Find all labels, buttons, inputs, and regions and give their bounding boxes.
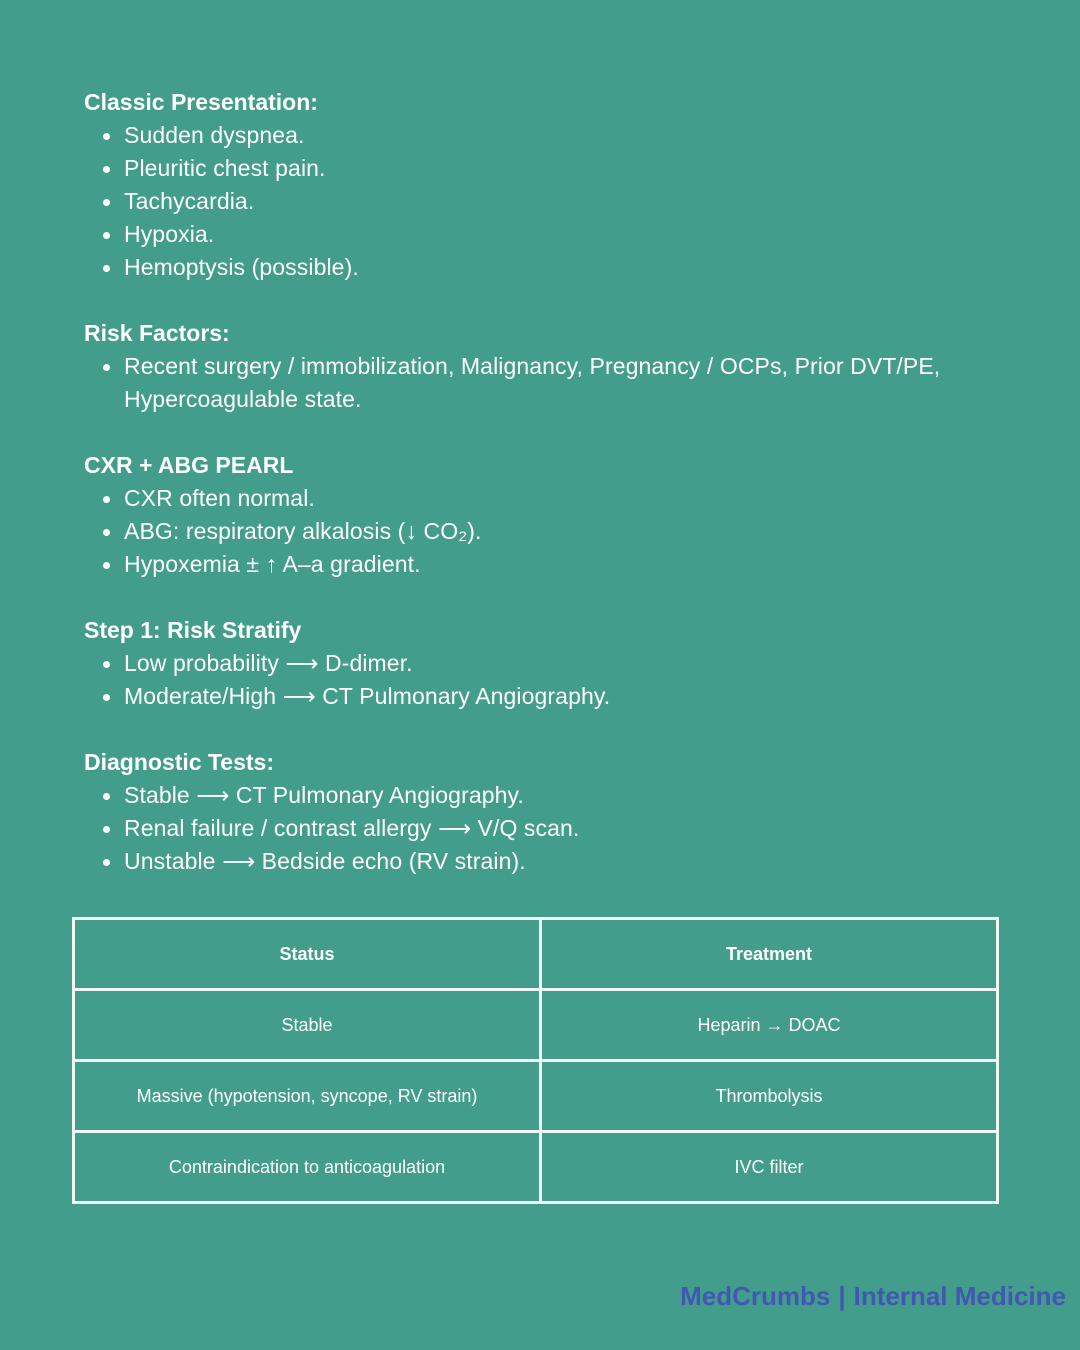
section-title: Risk Factors:: [84, 320, 230, 346]
list-item: Renal failure / contrast allergy ⟶ V/Q scan.: [84, 812, 1024, 845]
section-risk-factors: [84, 317, 1024, 416]
section-title: Step 1: Risk Stratify: [84, 617, 302, 643]
status-cell: Contraindication to anticoagulation: [74, 1132, 541, 1203]
status-cell: Stable: [74, 990, 541, 1061]
footer-brand: [680, 1281, 1066, 1312]
bullet-list: [84, 350, 1024, 416]
list-item: Pleuritic chest pain.: [84, 152, 1024, 185]
status-cell: Massive (hypotension, syncope, RV strain): [74, 1061, 541, 1132]
bullet-list: [84, 119, 1024, 284]
brand-separator: |: [838, 1281, 846, 1311]
brand-name: MedCrumbs: [680, 1281, 831, 1311]
treatment-cell: IVC filter: [541, 1132, 998, 1203]
list-item: Stable ⟶ CT Pulmonary Angiography.: [84, 779, 1024, 812]
bullet-list: [84, 779, 1024, 878]
list-item: ABG: respiratory alkalosis (↓ CO₂).: [84, 515, 1024, 548]
column-header-treatment: Treatment: [541, 919, 998, 990]
list-item: CXR often normal.: [84, 482, 1024, 515]
bullet-list: [84, 482, 1024, 581]
treatment-cell: Thrombolysis: [541, 1061, 998, 1132]
section-title: Diagnostic Tests:: [84, 749, 274, 775]
section-cxr-abg-pearl: [84, 449, 1024, 581]
section-classic-presentation: [84, 86, 1024, 284]
list-item: Moderate/High ⟶ CT Pulmonary Angiography.: [84, 680, 1024, 713]
list-item: Hypoxemia ± ↑ A–a gradient.: [84, 548, 1024, 581]
list-item: Hemoptysis (possible).: [84, 251, 1024, 284]
brand-subject: Internal Medicine: [853, 1281, 1066, 1311]
main-content: [84, 86, 1024, 911]
section-title: Classic Presentation:: [84, 89, 318, 115]
treatment-cell: Heparin → DOAC: [541, 990, 998, 1061]
list-item: Low probability ⟶ D-dimer.: [84, 647, 1024, 680]
table-row: [74, 1132, 998, 1203]
section-risk-stratify: [84, 614, 1024, 713]
table-row: [74, 1061, 998, 1132]
list-item: Recent surgery / immobilization, Malignancy, Pregnancy / OCPs, Prior DVT/PE, Hypercoagulable state.: [84, 350, 1024, 416]
treatment-table: [72, 917, 999, 1204]
table-row: [74, 990, 998, 1061]
bullet-list: [84, 647, 1024, 713]
section-title: CXR + ABG PEARL: [84, 452, 294, 478]
list-item: Tachycardia.: [84, 185, 1024, 218]
list-item: Sudden dyspnea.: [84, 119, 1024, 152]
section-diagnostic-tests: [84, 746, 1024, 878]
list-item: Unstable ⟶ Bedside echo (RV strain).: [84, 845, 1024, 878]
table-header-row: [74, 919, 998, 990]
column-header-status: Status: [74, 919, 541, 990]
list-item: Hypoxia.: [84, 218, 1024, 251]
